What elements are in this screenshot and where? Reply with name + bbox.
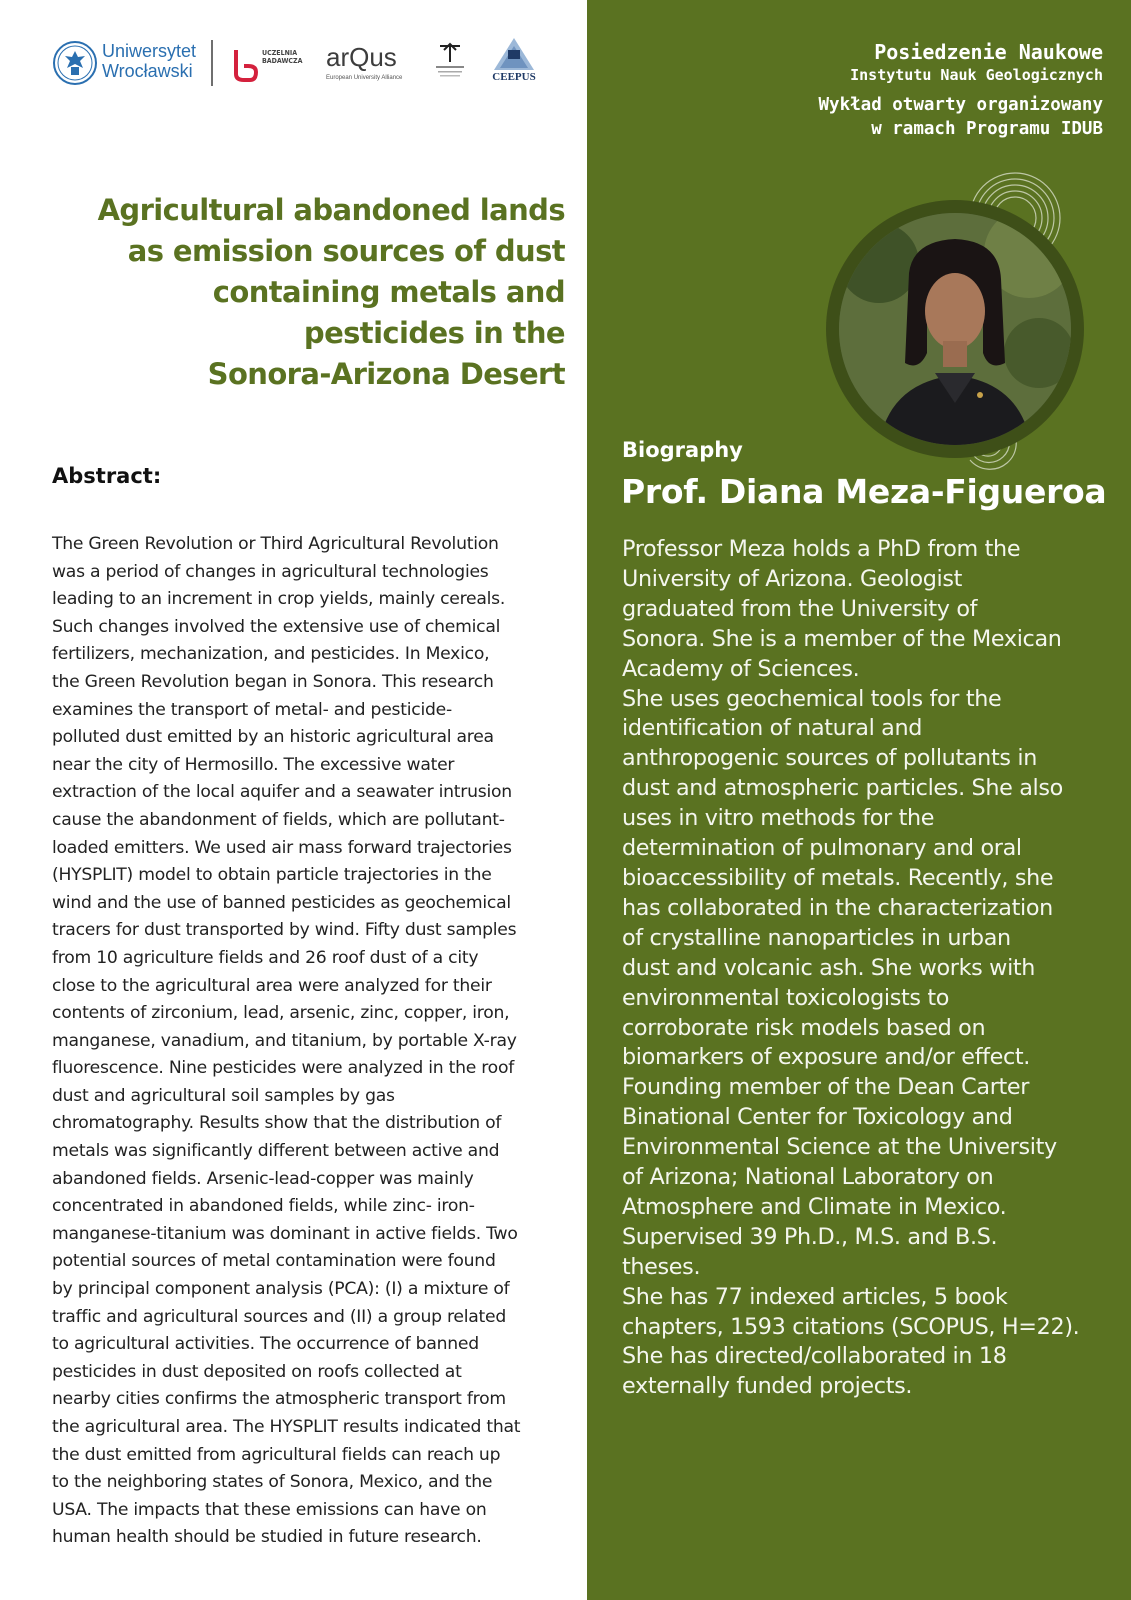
abstract-line: by principal component analysis (PCA): (I) a mixture of [52,1279,510,1300]
arqus-name: arQus [326,42,397,72]
arqus-subtitle: European University Alliance [326,75,403,81]
biography-line: has collaborated in the characterization [622,894,1053,921]
ub-text-line: BADAWCZA [262,57,303,65]
abstract-line: abandoned fields. Arsenic-lead-copper was mainly [52,1168,474,1189]
biography-line: bioaccessibility of metals. Recently, she [622,864,1054,891]
biography-line: chapters, 1593 citations (SCOPUS, H=22). [622,1313,1080,1340]
title-line: Sonora-Arizona Desert [207,357,565,391]
abstract-line: polluted dust emitted by an historic agricultural area [52,727,494,748]
abstract-line: fluorescence. Nine pesticides were analyzed in the roof [52,1058,515,1079]
ceepus-logo-icon [488,36,540,86]
abstract-line: near the city of Hermosillo. The excessive water [52,754,455,775]
biography-line: of Arizona; National Laboratory on [622,1164,994,1191]
abstract-line: manganese-titanium was dominant in active fields. Two [52,1223,518,1244]
university-seal-icon [52,40,98,86]
biography-line: corroborate risk models based on [622,1014,986,1041]
biography-line: identification of natural and [622,715,923,742]
title-line: Agricultural abandoned lands [97,193,565,227]
abstract-line: dust and agricultural soil samples by gas [52,1085,395,1106]
biography-line: dust and atmospheric particles. She also [622,775,1063,802]
abstract-line: USA. The impacts that these emissions can have on [52,1499,487,1520]
abstract-line: manganese, vanadium, and titanium, by portable X-ray [52,1030,517,1051]
abstract-line: wind and the use of banned pesticides as geochemical [52,892,511,913]
abstract-line: loaded emitters. We used air mass forward trajectories [52,837,512,858]
abstract-line: human health should be studied in future research. [52,1527,482,1548]
biography-line: University of Arizona. Geologist [622,565,963,592]
abstract-line: leading to an increment in crop yields, mainly cereals. [52,589,506,610]
header-line-1: Posiedzenie Naukowe [874,40,1103,64]
biography-line: Atmosphere and Climate in Mexico. [622,1193,1007,1220]
biography-line: uses in vitro methods for the [622,805,935,832]
abstract-line: contents of zirconium, lead, arsenic, zinc, copper, iron, [52,1003,510,1024]
abstract-line: the Green Revolution began in Sonora. This research [52,671,494,692]
ub-text-line: UCZELNIA [262,49,298,57]
biography-line: graduated from the University of [622,595,978,622]
abstract-line: close to the agricultural area were analyzed for their [52,975,492,996]
biography-line: dust and volcanic ash. She works with [622,954,1036,981]
biography-line: theses. [622,1253,701,1280]
abstract-line: Such changes involved the extensive use of chemical [52,616,501,637]
abstract-line: to the neighboring states of Sonora, Mexico, and the [52,1472,493,1493]
lecture-title [60,190,565,395]
abstract-line: the agricultural area. The HYSPLIT results indicated that [52,1417,521,1437]
biography-line: Supervised 39 Ph.D., M.S. and B.S. [622,1223,998,1250]
title-line: containing metals and [212,275,565,309]
institute-logo-icon [432,40,468,84]
abstract-heading: Abstract: [52,464,162,488]
abstract-line: chromatography. Results show that the distribution of [52,1113,502,1134]
biography-line: Environmental Science at the University [622,1134,1057,1161]
biography-line: Binational Center for Toxicology and [622,1104,1013,1131]
header-line-2: Instytutu Nauk Geologicznych [850,66,1103,84]
biography-line: externally funded projects. [622,1373,913,1400]
header-line-3: Wykład otwarty organizowany [818,95,1103,115]
abstract-line: pesticides in dust deposited on roofs collected at [52,1361,462,1382]
abstract-body [52,531,572,1552]
logo-divider [211,40,213,86]
abstract-line: (HYSPLIT) model to obtain particle trajectories in the [52,865,492,886]
biography-line: biomarkers of exposure and/or effect. [622,1044,1031,1071]
abstract-line: potential sources of metal contamination were found [52,1251,496,1272]
abstract-line: traffic and agricultural sources and (II) a group related [52,1306,507,1327]
university-name [102,41,196,81]
abstract-line: examines the transport of metal- and pesticide- [52,699,452,720]
biography-body [622,535,1122,1402]
research-university-text [262,49,302,65]
biography-line: determination of pulmonary and oral [622,835,1022,862]
biography-line: Academy of Sciences. [622,655,860,682]
title-line: pesticides in the [303,316,565,350]
biography-line: anthropogenic sources of pollutants in [622,745,1037,772]
abstract-line: was a period of changes in agricultural technologies [52,561,489,582]
biography-line: Founding member of the Dean Carter [622,1074,1030,1101]
abstract-line: The Green Revolution or Third Agricultural Revolution [52,534,499,554]
arqus-logo [326,42,397,73]
university-name-line: Wrocławski [102,61,193,81]
header-line-4: w ramach Programu IDUB [871,119,1103,139]
abstract-line: extraction of the local aquifer and a seawater intrusion [52,782,512,803]
abstract-line: cause the abandonment of fields, which are pollutant- [52,809,505,830]
abstract-line: nearby cities confirms the atmospheric transport from [52,1389,506,1410]
abstract-line: the dust emitted from agricultural fields can reach up [52,1444,501,1465]
biography-line: Sonora. She is a member of the Mexican [622,625,1062,652]
abstract-line: metals was significantly different between active and [52,1141,500,1162]
biography-line: She has 77 indexed articles, 5 book [622,1283,1008,1310]
event-header [819,40,1103,141]
abstract-line: to agricultural activities. The occurrence of banned [52,1334,479,1355]
title-line: as emission sources of dust [127,234,565,268]
speaker-name: Prof. Diana Meza-Figueroa [621,472,1107,511]
portrait-illustration [839,213,1071,445]
biography-line: Professor Meza holds a PhD from the [622,536,1021,562]
abstract-line: fertilizers, mechanization, and pesticides. In Mexico, [52,644,490,665]
abstract-line: concentrated in abandoned fields, while zinc- iron- [52,1196,475,1217]
abstract-line: from 10 agriculture fields and 26 roof dust of a city [52,947,479,968]
biography-line: environmental toxicologists to [622,984,950,1011]
biography-line: of crystalline nanoparticles in urban [622,924,1011,951]
biography-line: She uses geochemical tools for the [622,685,1002,712]
logo-bar [48,28,568,98]
abstract-line: tracers for dust transported by wind. Fifty dust samples [52,920,517,941]
university-name-line: Uniwersytet [102,41,197,61]
biography-line: She has directed/collaborated in 18 [622,1343,1007,1370]
biography-label: Biography [622,438,743,462]
ceepus-name: CEEPUS [492,71,536,83]
speaker-portrait [839,213,1071,445]
